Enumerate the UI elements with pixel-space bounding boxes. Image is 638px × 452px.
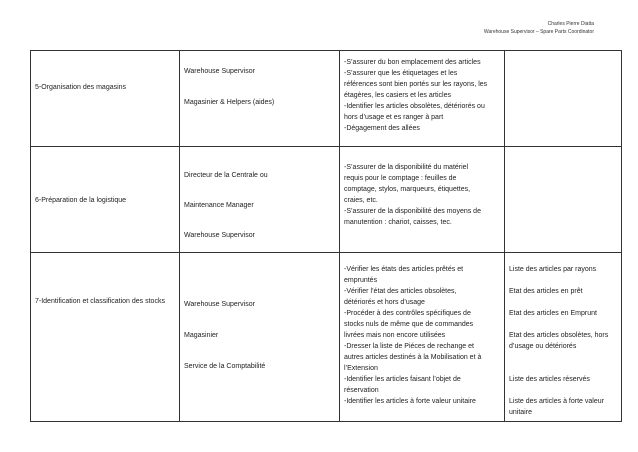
step-label: 5-Organisation des magasins	[35, 84, 127, 91]
task-line: détériorés et hors d’usage	[344, 299, 425, 306]
actors-cell	[180, 51, 340, 147]
step-cell	[31, 253, 180, 422]
task-line: -Identifier les articles obsolètes, détériorés ou	[344, 103, 485, 110]
procedure-table	[30, 50, 622, 422]
task-line: craies, etc.	[344, 197, 378, 204]
actor-item: Directeur de la Centrale ou	[184, 172, 268, 179]
output-item: Etat des articles obsolètes, hors d’usage ou détériorés	[509, 332, 609, 350]
task-line: autres articles destinés à la Mobilisation et à	[344, 354, 482, 361]
step-label: 6-Préparation de la logistique	[35, 197, 127, 204]
task-line: -Identifier les articles faisant l’objet de	[344, 376, 461, 383]
task-line: -Identifier les articles à forte valeur unitaire	[344, 398, 476, 405]
task-line: -S’assurer du bon emplacement des articles	[344, 59, 481, 66]
output-item: Etat des articles en prêt	[509, 288, 583, 295]
tasks-cell	[340, 51, 505, 147]
actor-item: Service de la Comptabilité	[184, 363, 266, 370]
actor-item: Magasinier	[184, 332, 219, 339]
task-line: -S’assurer de la disponibilité du matériel	[344, 164, 469, 171]
task-line: réservation	[344, 387, 379, 394]
task-line: -Dégagement des allées	[344, 125, 420, 132]
task-line: manutention : chariot, caisses, tec.	[344, 219, 452, 226]
tasks-cell	[340, 147, 505, 253]
actors-cell	[180, 253, 340, 422]
table-row	[31, 253, 622, 422]
task-line: stocks nuls de même que de commandes	[344, 321, 474, 328]
task-line: livrées mais non encore utilisées	[344, 332, 446, 339]
task-line: l’Extension	[344, 365, 378, 372]
task-line: références sont bien portés sur les rayons, les	[344, 81, 488, 88]
author-name: Charles Pierre Diatta	[547, 21, 594, 27]
task-line: -Vérifier les états des articles prêtés et	[344, 266, 464, 273]
step-cell	[31, 147, 180, 253]
outputs-cell	[505, 253, 622, 422]
outputs-cell	[505, 147, 622, 253]
actor-item: Magasinier & Helpers (aides)	[184, 99, 275, 106]
step-cell	[31, 51, 180, 147]
actor-item: Maintenance Manager	[184, 202, 254, 209]
task-line: hors d’usage et es ranger à part	[344, 114, 444, 121]
actors-cell	[180, 147, 340, 253]
actor-item: Warehouse Supervisor	[184, 68, 255, 75]
table-row	[31, 147, 622, 253]
step-label: 7-Identification et classification des stocks	[35, 298, 165, 305]
task-line: empruntés	[344, 277, 378, 284]
task-line: -Procéder à des contrôles spécifiques de	[344, 310, 471, 317]
task-line: requis pour le comptage : feuilles de	[344, 175, 457, 182]
task-line: -Vérifier l’état des articles obsolètes,	[344, 288, 457, 295]
page-header	[484, 20, 594, 36]
output-item: Liste des articles à forte valeur unitaire	[509, 398, 604, 416]
task-line: étagères, les casiers et les articles	[344, 92, 451, 99]
task-line: -S’assurer que les étiquetages et les	[344, 70, 458, 77]
table-row	[31, 51, 622, 147]
tasks-cell	[340, 253, 505, 422]
output-item: Liste des articles par rayons	[509, 266, 597, 273]
output-item: Liste des articles réservés	[509, 376, 590, 383]
task-line: comptage, stylos, marqueurs, étiquettes,	[344, 186, 471, 193]
task-line: -Dresser la liste de Piéces de rechange et	[344, 343, 474, 350]
author-role: Warehouse Supervisor – Spare Parts Coordinator	[483, 29, 594, 35]
actor-item: Warehouse Supervisor	[184, 301, 255, 308]
actor-item: Warehouse Supervisor	[184, 232, 255, 239]
outputs-cell	[505, 51, 622, 147]
task-line: -S’assurer de la disponibilité des moyens de	[344, 208, 481, 215]
output-item: Etat des articles en Emprunt	[509, 310, 597, 317]
